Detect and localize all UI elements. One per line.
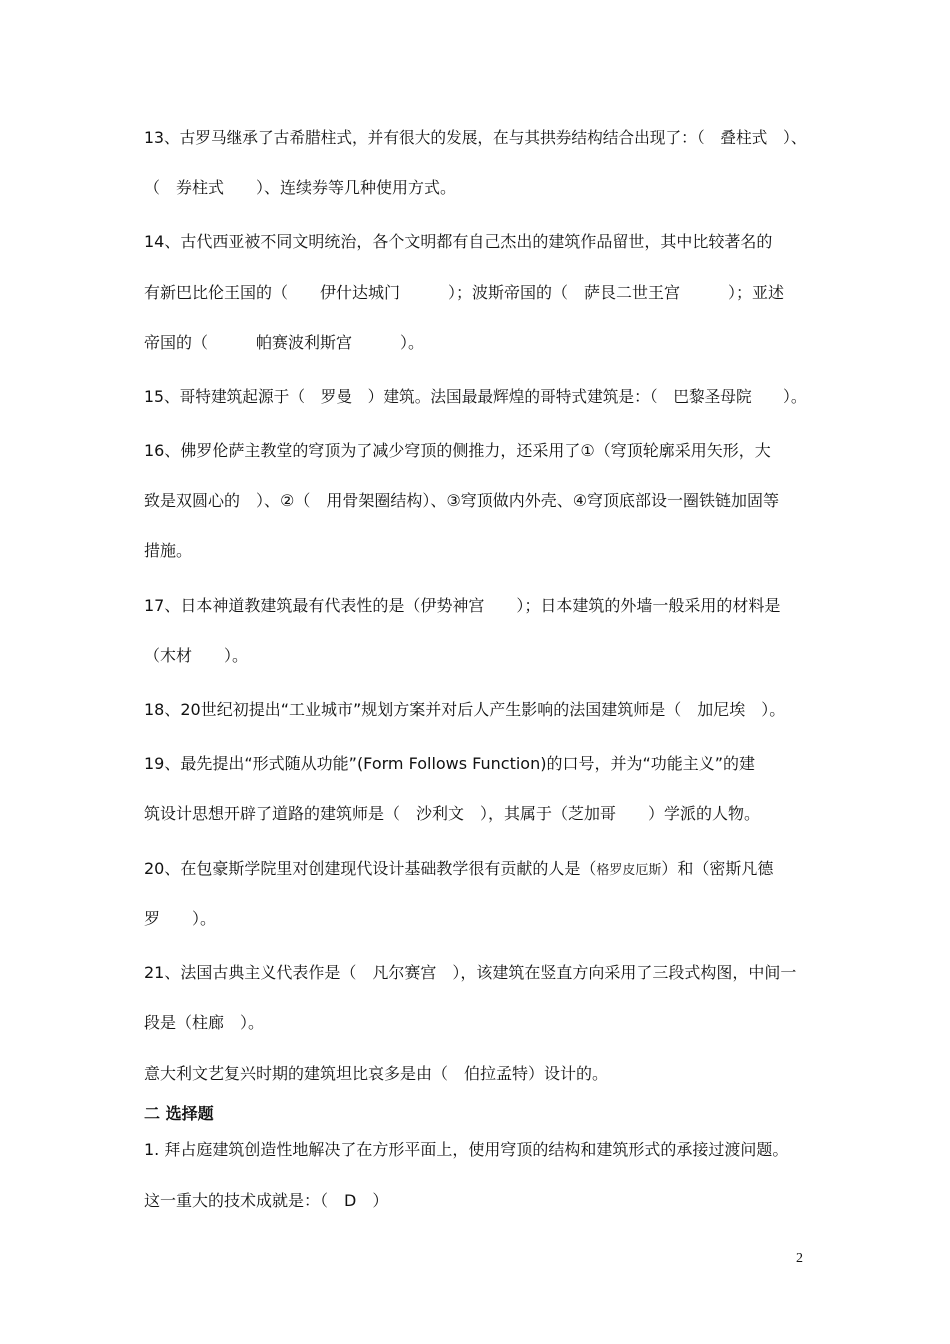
q20-answer-1: 格罗皮厄斯 bbox=[596, 863, 662, 878]
q20-line-2: 罗 ）。 bbox=[144, 909, 217, 928]
q16-line-3: 措施。 bbox=[144, 541, 193, 560]
tempietto-line: 意大利文艺复兴时期的建筑坦比哀多是由（ 伯拉孟特）设计的。 bbox=[144, 1064, 609, 1083]
q17-line-2: （木材 ）。 bbox=[144, 646, 249, 665]
q13-line-1: 13、古罗马继承了古希腊柱式，并有很大的发展，在与其拱券结构结合出现了：（ 叠柱式 ）、 bbox=[144, 128, 807, 147]
q16-line-1: 16、佛罗伦萨主教堂的穹顶为了减少穹顶的侧推力，还采用了①（穹顶轮廓采用矢形，大 bbox=[144, 441, 771, 460]
q21-line-2: 段是（柱廊 ）。 bbox=[144, 1013, 265, 1032]
q20-text-before: 20、在包豪斯学院里对创建现代设计基础教学很有贡献的人是（ bbox=[144, 859, 597, 878]
q16-line-2: 致是双圆心的 ）、②（ 用骨架圈结构）、③穹顶做内外壳、④穹顶底部设一圈铁链加固等 bbox=[144, 491, 780, 510]
q20-line-1 bbox=[144, 858, 810, 882]
q14-line-1: 14、古代西亚被不同文明统治，各个文明都有自己杰出的建筑作品留世，其中比较著名的 bbox=[144, 232, 773, 251]
q19-line-2: 筑设计思想开辟了道路的建筑师是（ 沙利文 ），其属于（芝加哥 ）学派的人物。 bbox=[144, 804, 761, 823]
choice-1-line-2: 这一重大的技术成就是：（ D ） bbox=[144, 1191, 389, 1210]
q14-line-3: 帝国的（ 帕赛波利斯宫 ）。 bbox=[144, 333, 425, 352]
q14-line-2: 有新巴比伦王国的（ 伊什达城门 ）；波斯帝国的（ 萨艮二世王宫 ）；亚述 bbox=[144, 283, 785, 302]
q13-line-2: （ 券柱式 ）、连续券等几种使用方式。 bbox=[144, 178, 457, 197]
q20-text-after: ）和（密斯凡德 bbox=[661, 859, 774, 878]
q19-line-1: 19、最先提出“形式随从功能”(Form Follows Function)的口号，并为“功能主义”的建 bbox=[144, 754, 756, 773]
q21-line-1: 21、法国古典主义代表作是（ 凡尔赛宫 ），该建筑在竖直方向采用了三段式构图，中间一 bbox=[144, 963, 797, 982]
choice-1-line-1: 1. 拜占庭建筑创造性地解决了在方形平面上，使用穹顶的结构和建筑形式的承接过渡问题。 bbox=[144, 1140, 789, 1159]
q17-line-1: 17、日本神道教建筑最有代表性的是（伊势神宫 ）；日本建筑的外墙一般采用的材料是 bbox=[144, 596, 781, 615]
section-heading: 二 选择题 bbox=[144, 1104, 214, 1123]
page-number: 2 bbox=[796, 1251, 803, 1266]
q18-line-1: 18、20世纪初提出“工业城市”规划方案并对后人产生影响的法国建筑师是（ 加尼埃 ）。 bbox=[144, 700, 786, 719]
q15-line-1: 15、哥特建筑起源于（ 罗曼 ）建筑。法国最最辉煌的哥特式建筑是：（ 巴黎圣母院 ）。 bbox=[144, 387, 807, 406]
